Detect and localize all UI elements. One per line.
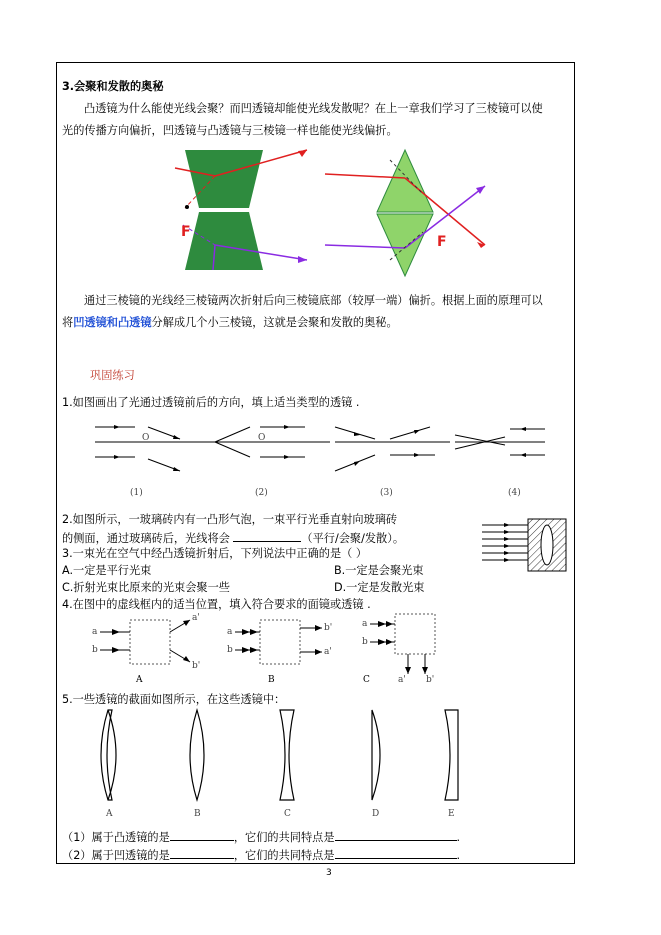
convex-prism-top: [377, 150, 433, 212]
lens-cross-sections: [90, 708, 480, 818]
q5-1-text-a: （1）属于凸透镜的是: [62, 831, 170, 844]
page-number: 3: [326, 868, 332, 878]
q3-option-d[interactable]: D.一定是发散光束: [334, 581, 425, 594]
q4-box-a[interactable]: [130, 620, 170, 664]
q1-label-2: (2): [255, 488, 268, 498]
lens-e: [445, 710, 458, 800]
q5-part-2: [62, 847, 460, 863]
intro-paragraph: 凸透镜为什么能使光线会聚？而凹透镜却能使光线发散呢？在上一章我们学习了三棱镜可以使光的传播方向偏折，凹透镜与凸透镜与三棱镜一样也能使光线偏折。: [62, 102, 543, 137]
question-4: 4.在图中的虚线框内的适当位置，填入符合要求的面镜或透镜 .: [62, 598, 371, 611]
lens-b: [190, 710, 204, 800]
q2-text-a: 的侧面，通过玻璃砖后，光线将会: [62, 532, 230, 545]
q2-text-b: （平行/会聚/发散）。: [301, 532, 405, 545]
explanation-paragraph: [62, 290, 552, 334]
question-1: 1.如图画出了光通过透镜前后的方向，填上适当类型的透镜 .: [62, 396, 360, 409]
q4-box-b[interactable]: [260, 620, 300, 664]
question-2-line-1: 2.如图所示，一玻璃砖内有一凸形气泡，一束平行光垂直射向玻璃砖: [62, 513, 398, 526]
q4-label-a: A: [136, 675, 143, 685]
practice-title: 巩固练习: [90, 369, 135, 382]
q1-o-label-1: O: [142, 433, 150, 443]
q4-label-b: B: [268, 675, 275, 685]
q4-c-ray-b2: b': [426, 675, 435, 685]
q4-a-ray-b2: b': [192, 661, 201, 671]
lens-label-d: D: [372, 809, 380, 819]
q1-o-label-2: O: [258, 433, 266, 443]
q4-fig-a: [92, 613, 200, 671]
q3-option-a[interactable]: A.一定是平行光束: [62, 564, 152, 577]
q4-box-c[interactable]: [395, 614, 435, 654]
glass-brick-figure: [480, 515, 570, 575]
question-2-line-2: [62, 530, 404, 546]
q1-label-4: (4): [508, 488, 521, 498]
q4-label-c: C: [363, 675, 370, 685]
q1-fig-2: [210, 425, 330, 459]
lens-label-c: C: [284, 809, 291, 819]
q5-2-feature-blank[interactable]: [335, 847, 457, 859]
q5-2-text-a: （2）属于凹透镜的是: [62, 849, 170, 862]
q4-a-ray-b: b: [92, 645, 98, 655]
lens-c: [280, 710, 294, 800]
lens-label-a: A: [106, 809, 113, 819]
explain-text-after: 分解成几个小三棱镜，这就是会聚和发散的奥秘。: [151, 316, 398, 329]
focus-label-left: F: [181, 224, 191, 240]
q4-fig-b: [227, 620, 332, 664]
concave-prism-top: [185, 150, 263, 208]
q4-b-ray-a: a: [227, 627, 233, 637]
q1-fig-4: [455, 427, 545, 457]
q4-b-ray-b2: b': [324, 623, 333, 633]
q5-2-concave-blank[interactable]: [170, 847, 234, 859]
lens-d: [372, 710, 380, 800]
question-5: 5.一些透镜的截面如图所示，在这些透镜中：: [62, 693, 286, 706]
question-3: 3.一束光在空气中经凸透镜折射后，下列说法中正确的是（ ）: [62, 547, 368, 560]
q1-label-1: (1): [130, 488, 143, 498]
q5-1-convex-blank[interactable]: [170, 829, 234, 841]
q5-part-1: [62, 829, 460, 845]
q4-c-ray-b: b: [362, 637, 368, 647]
section-title: 3.会聚和发散的奥秘: [62, 80, 164, 93]
q3-option-b[interactable]: B.一定是会聚光束: [334, 564, 424, 577]
q1-fig-3: [335, 427, 450, 471]
q4-a-ray-a2: a': [192, 613, 200, 623]
q4-c-ray-a2: a': [398, 675, 406, 685]
q1-fig-1: [95, 425, 210, 471]
q1-label-3: (3): [380, 488, 393, 498]
prism-lens-figure: [175, 150, 495, 280]
q5-2-end-dot: .: [456, 849, 461, 862]
q5-1-feature-blank[interactable]: [335, 829, 457, 841]
lens-a: [101, 710, 112, 800]
q4-c-ray-a: a: [362, 619, 368, 629]
explain-text-before: 通过三棱镜的光线经三棱镜两次折射后向三棱镜底部（较厚一端）偏折。根据上面的原理可以将: [62, 294, 543, 329]
q2-answer-blank[interactable]: [233, 530, 301, 542]
q5-1-end-dot: .: [456, 831, 461, 844]
concave-prism-bottom: [185, 212, 263, 270]
q4-b-ray-a2: a': [324, 647, 332, 657]
q5-1-text-b: ，它们的共同特点是: [233, 831, 335, 844]
explain-highlight: 凹透镜和凸透镜: [73, 316, 152, 329]
q4-fig-c: [362, 614, 435, 685]
convex-prism-bottom: [377, 214, 433, 276]
lens-label-b: B: [194, 809, 201, 819]
q1-ray-figures: [90, 415, 550, 505]
q3-option-c[interactable]: C.折射光束比原来的光束会聚一些: [62, 581, 230, 594]
q4-a-ray-a: a: [92, 627, 98, 637]
focus-label-right: F: [437, 234, 447, 250]
lens-label-e: E: [448, 809, 455, 819]
q5-2-text-b: ，它们的共同特点是: [233, 849, 335, 862]
q4-b-ray-b: b: [227, 645, 233, 655]
